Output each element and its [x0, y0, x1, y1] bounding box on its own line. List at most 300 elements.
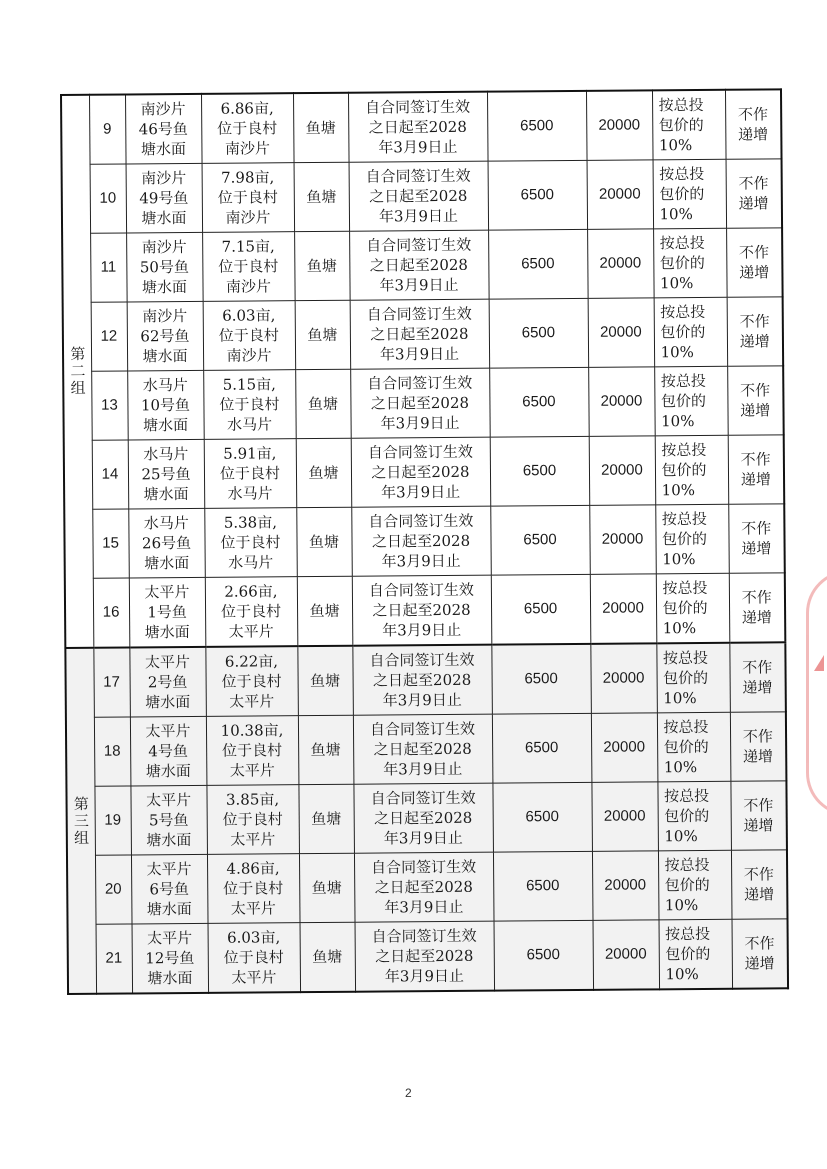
pond-name	[127, 301, 204, 371]
annual-rent: 6500	[488, 229, 588, 299]
lease-term	[349, 230, 489, 300]
rent-increase-line: 不作	[743, 865, 774, 884]
management-fee-line: 10%	[663, 758, 698, 777]
pond-area-location	[205, 577, 298, 647]
management-fee-line: 包价的	[664, 806, 710, 826]
rent-increase-line: 递增	[740, 401, 771, 420]
pond-area-location-line: 5.38亩,	[223, 513, 278, 532]
rent-increase-line: 递增	[738, 194, 769, 213]
management-fee	[653, 228, 727, 298]
rent-increase	[730, 781, 787, 850]
pond-area-location-line: 5.91亩,	[223, 444, 277, 463]
pond-area-location-line: 7.98亩,	[220, 168, 275, 187]
pond-name	[129, 647, 206, 717]
lease-term-line: 自合同签订生效	[366, 235, 472, 255]
rent-increase-line: 递增	[744, 954, 775, 973]
pond-name	[128, 508, 205, 578]
pond-area-location-line: 6.03亩,	[222, 306, 276, 325]
lease-term	[351, 506, 491, 576]
lease-term-line: 年3月9日止	[381, 551, 461, 571]
lease-term-line: 年3月9日止	[379, 275, 459, 295]
rent-increase	[725, 89, 782, 159]
management-fee-line: 包价的	[660, 391, 707, 411]
red-seal-stamp	[806, 570, 827, 816]
pond-name	[132, 923, 209, 993]
deposit: 20000	[589, 505, 656, 575]
rent-increase	[726, 228, 783, 297]
management-fee-line: 按总投	[659, 164, 705, 184]
lease-term	[355, 921, 495, 992]
pond-name-line: 4号鱼	[148, 742, 189, 761]
pond-area-location-line: 位于良村	[218, 326, 279, 345]
pond-area-location-line: 南沙片	[225, 277, 272, 296]
land-use: 鱼塘	[300, 922, 356, 992]
rent-increase-line: 递增	[738, 125, 769, 144]
rent-increase-line: 递增	[739, 263, 770, 282]
pond-name-line: 6号鱼	[149, 880, 190, 899]
land-use: 鱼塘	[296, 438, 352, 507]
seal-star-icon	[814, 655, 824, 671]
group-label-char: 第	[68, 345, 87, 363]
pond-area-location-line: 南沙片	[226, 346, 272, 365]
deposit: 20000	[589, 436, 656, 506]
lease-term-line: 之日起至2028	[369, 186, 468, 206]
pond-area-location-line: 7.15亩,	[221, 237, 275, 256]
management-fee-line: 包价的	[664, 875, 710, 895]
pond-name-line: 塘水面	[141, 278, 188, 297]
pond-area-location	[203, 301, 296, 371]
lease-table	[60, 88, 789, 995]
pond-name-line: 水马片	[143, 445, 189, 464]
lease-term-line: 自合同签订生效	[366, 304, 472, 324]
row-number: 21	[96, 924, 133, 994]
rent-increase	[728, 435, 785, 504]
management-fee-line: 10%	[659, 274, 694, 293]
management-fee-line: 10%	[661, 412, 695, 431]
table-row	[62, 159, 783, 234]
annual-rent: 6500	[492, 713, 592, 783]
pond-area-location-line: 水马片	[228, 553, 274, 572]
lease-term	[353, 783, 493, 853]
annual-rent: 6500	[487, 91, 587, 161]
lease-term-line: 之日起至2028	[372, 670, 472, 690]
group-label-char: 二	[68, 362, 87, 380]
pond-name-line: 塘水面	[146, 899, 192, 919]
deposit: 20000	[587, 229, 654, 299]
deposit: 20000	[590, 643, 657, 713]
rent-increase-line: 不作	[741, 519, 772, 538]
rent-increase	[729, 573, 786, 643]
pond-name-line: 太平片	[145, 790, 192, 810]
lease-term	[352, 645, 492, 716]
management-fee-line: 包价的	[663, 737, 709, 757]
lease-term	[353, 714, 493, 784]
rent-increase-line: 不作	[741, 588, 772, 607]
pond-name-line: 1号鱼	[147, 603, 187, 622]
lease-term-line: 自合同签订生效	[365, 97, 471, 117]
annual-rent: 6500	[491, 644, 591, 714]
management-fee-line: 包价的	[659, 253, 705, 273]
lease-term-line: 年3月9日止	[378, 137, 458, 157]
pond-name-line: 太平片	[144, 652, 191, 672]
lease-term-line: 之日起至2028	[370, 393, 470, 413]
deposit: 20000	[586, 90, 653, 160]
row-number: 16	[93, 578, 130, 648]
management-fee-line: 按总投	[662, 578, 708, 598]
lease-term-line: 之日起至2028	[375, 946, 474, 966]
annual-rent: 6500	[493, 851, 593, 921]
pond-name-line: 南沙片	[141, 238, 187, 257]
management-fee-line: 包价的	[665, 944, 711, 964]
pond-area-location-line: 位于良村	[217, 188, 278, 207]
lease-term	[349, 161, 489, 231]
table-row	[64, 435, 785, 510]
management-fee	[654, 297, 728, 367]
annual-rent: 6500	[494, 920, 594, 990]
rent-increase	[732, 919, 789, 989]
pond-area-location	[201, 93, 294, 163]
management-fee-line: 按总投	[658, 95, 704, 115]
pond-area-location	[204, 508, 297, 578]
pond-area-location-line: 位于良村	[222, 810, 283, 829]
row-number: 20	[95, 855, 132, 924]
row-number: 9	[89, 94, 126, 164]
rent-increase	[726, 159, 783, 228]
management-fee-line: 包价的	[661, 460, 707, 480]
pond-name-line: 25号鱼	[141, 464, 191, 484]
row-number: 11	[90, 233, 127, 302]
pond-name	[125, 94, 202, 164]
lease-term-line: 年3月9日止	[379, 344, 460, 364]
rent-increase	[727, 366, 784, 435]
land-use: 鱼塘	[294, 162, 350, 231]
management-fee	[654, 366, 728, 436]
land-use: 鱼塘	[294, 231, 350, 300]
lease-term-line: 之日起至2028	[368, 117, 467, 137]
pond-name-line: 塘水面	[140, 140, 187, 159]
pond-area-location-line: 太平片	[230, 830, 276, 849]
row-number: 17	[93, 647, 130, 717]
management-fee-line: 按总投	[663, 786, 710, 806]
pond-area-location-line: 位于良村	[223, 948, 284, 967]
management-fee-line: 10%	[661, 481, 696, 500]
pond-area-location-line: 10.38亩,	[220, 721, 284, 740]
lease-term	[350, 299, 490, 369]
row-number: 10	[90, 164, 127, 233]
pond-name-line: 5号鱼	[148, 811, 189, 830]
pond-area-location-line: 2.66亩,	[224, 582, 278, 601]
group-label	[61, 95, 93, 648]
annual-rent: 6500	[491, 574, 591, 644]
management-fee-line: 包价的	[663, 668, 709, 688]
rent-increase-line: 递增	[743, 816, 774, 835]
pond-name	[131, 854, 208, 924]
table-row	[68, 919, 789, 994]
management-fee-line: 包价的	[659, 184, 705, 204]
row-number: 12	[91, 302, 128, 371]
lease-term-line: 之日起至2028	[373, 739, 472, 759]
rent-increase-line: 递增	[743, 885, 775, 904]
management-fee	[657, 781, 731, 851]
land-use: 鱼塘	[295, 369, 351, 438]
deposit: 20000	[591, 713, 658, 783]
row-number: 13	[91, 371, 128, 440]
pond-area-location	[205, 646, 298, 716]
table-row	[64, 504, 785, 579]
lease-term-line: 之日起至2028	[370, 324, 469, 344]
annual-rent: 6500	[490, 505, 590, 575]
pond-area-location-line: 位于良村	[223, 879, 284, 898]
pond-name-line: 塘水面	[141, 209, 187, 228]
group-label-char: 三	[71, 812, 91, 830]
management-fee-line: 按总投	[660, 302, 706, 322]
rent-increase-line: 不作	[743, 796, 774, 815]
rent-increase-line: 不作	[740, 381, 771, 400]
pond-area-location-line: 位于良村	[218, 257, 279, 276]
pond-area-location	[202, 232, 295, 302]
row-number: 18	[94, 717, 131, 786]
pond-name-line: 塘水面	[145, 692, 191, 712]
pond-area-location	[203, 370, 296, 440]
management-fee	[653, 159, 727, 229]
pond-area-location-line: 太平片	[229, 692, 275, 711]
pond-area-location-line: 太平片	[228, 622, 274, 641]
lease-term-line: 自合同签订生效	[369, 719, 476, 739]
lease-term	[350, 368, 490, 438]
pond-name-line: 塘水面	[145, 761, 191, 781]
management-fee-line: 10%	[662, 550, 696, 569]
pond-area-location-line: 4.86亩,	[226, 859, 280, 878]
management-fee	[658, 850, 732, 920]
deposit: 20000	[590, 574, 657, 644]
pond-name-line: 49号鱼	[139, 188, 189, 208]
management-fee	[652, 90, 726, 160]
lease-term-line: 自合同签订生效	[365, 166, 471, 186]
table-row	[61, 89, 782, 164]
pond-name	[129, 577, 206, 647]
lease-term-line: 之日起至2028	[374, 877, 473, 897]
lease-term-line: 之日起至2028	[371, 462, 470, 482]
pond-name	[130, 716, 207, 786]
lease-term-line: 年3月9日止	[384, 897, 464, 917]
rent-increase-line: 递增	[741, 608, 772, 627]
table-row	[65, 642, 786, 717]
management-fee-line: 按总投	[664, 855, 710, 875]
pond-area-location	[206, 716, 299, 786]
management-fee-line: 包价的	[658, 115, 704, 135]
table-row	[63, 297, 784, 372]
row-number: 19	[94, 786, 131, 855]
pond-area-location-line: 南沙片	[225, 208, 271, 227]
lease-term-line: 年3月9日止	[378, 206, 459, 226]
deposit: 20000	[592, 851, 659, 921]
rent-increase-line: 递增	[740, 470, 771, 489]
management-fee-line: 按总投	[665, 924, 711, 944]
table-row	[66, 781, 787, 856]
pond-name	[126, 232, 203, 302]
land-use: 鱼塘	[298, 715, 354, 784]
pond-name-line: 塘水面	[146, 830, 192, 850]
lease-term-line: 自合同签订生效	[367, 373, 473, 393]
pond-name-line: 南沙片	[140, 100, 186, 119]
lease-term	[351, 437, 491, 507]
management-fee-line: 按总投	[663, 717, 709, 737]
pond-area-location-line: 位于良村	[220, 533, 281, 552]
pond-area-location-line: 位于良村	[217, 119, 278, 138]
land-use: 鱼塘	[298, 784, 354, 853]
deposit: 20000	[588, 367, 655, 437]
deposit: 20000	[588, 298, 655, 368]
management-fee-line: 包价的	[660, 322, 706, 342]
land-use: 鱼塘	[296, 507, 352, 576]
management-fee-line: 包价的	[661, 529, 708, 549]
rent-increase	[729, 642, 786, 712]
lease-term-line: 自合同签订生效	[367, 442, 473, 462]
lease-term-line: 之日起至2028	[369, 255, 469, 275]
rent-increase-line: 递增	[742, 747, 774, 766]
row-number: 15	[92, 509, 129, 578]
management-fee-line: 按总投	[662, 648, 709, 668]
pond-area-location-line: 6.22亩,	[224, 652, 279, 671]
lease-term-line: 之日起至2028	[374, 808, 473, 828]
annual-rent: 6500	[489, 298, 589, 368]
lease-term-line: 年3月9日止	[381, 482, 461, 502]
management-fee-line: 按总投	[660, 371, 706, 391]
land-use: 鱼塘	[297, 646, 353, 716]
rent-increase-line: 递增	[742, 678, 773, 697]
lease-term	[354, 852, 494, 922]
pond-area-location-line: 6.03亩,	[226, 928, 281, 947]
pond-name-line: 50号鱼	[139, 257, 189, 277]
management-fee-line: 10%	[662, 619, 697, 638]
lease-term-line: 年3月9日止	[382, 690, 462, 710]
management-fee	[655, 504, 729, 574]
lease-term-line: 之日起至2028	[372, 600, 471, 620]
rent-increase	[731, 850, 788, 919]
pond-name-line: 南沙片	[141, 169, 187, 188]
pond-area-location-line: 位于良村	[222, 741, 283, 760]
pond-name-line: 水马片	[142, 376, 188, 395]
pond-name-line: 太平片	[144, 582, 190, 602]
pond-name-line: 26号鱼	[141, 533, 192, 553]
land-use: 鱼塘	[293, 93, 349, 163]
pond-name-line: 10号鱼	[140, 395, 191, 415]
lease-term-line: 年3月9日止	[383, 828, 463, 848]
lease-term-line: 自合同签订生效	[369, 650, 475, 670]
annual-rent: 6500	[492, 782, 592, 852]
pond-name-line: 太平片	[147, 928, 193, 948]
deposit: 20000	[593, 920, 660, 990]
annual-rent: 6500	[489, 367, 589, 437]
pond-area-location	[204, 439, 297, 509]
pond-area-location	[207, 854, 300, 924]
pond-area-location-line: 3.85亩,	[225, 790, 280, 809]
rent-increase-line: 不作	[744, 934, 775, 953]
pond-name-line: 12号鱼	[145, 948, 195, 968]
lease-term-line: 年3月9日止	[380, 413, 460, 433]
group-label	[65, 648, 96, 994]
table-row	[63, 366, 784, 441]
pond-name	[127, 370, 204, 440]
rent-increase-line: 不作	[738, 174, 769, 193]
pond-area-location-line: 太平片	[229, 761, 275, 780]
pond-name-line: 46号鱼	[138, 119, 188, 139]
rent-increase	[730, 712, 787, 781]
lease-term-line: 自合同签订生效	[368, 580, 474, 600]
pond-area-location	[208, 923, 301, 993]
row-number: 14	[92, 440, 129, 509]
table-row	[66, 712, 787, 787]
rent-increase-line: 递增	[739, 332, 770, 351]
pond-name	[128, 439, 205, 509]
rent-increase-line: 递增	[741, 539, 772, 558]
management-fee-line: 10%	[664, 827, 698, 846]
management-fee	[655, 435, 729, 505]
management-fee-line: 10%	[664, 896, 699, 915]
rent-increase	[727, 297, 784, 366]
pond-area-location-line: 位于良村	[219, 464, 281, 483]
pond-name	[130, 785, 207, 855]
lease-term-line: 之日起至2028	[371, 531, 471, 551]
pond-area-location-line: 水马片	[227, 484, 273, 503]
pond-area-location-line: 5.15亩,	[222, 375, 276, 394]
pond-name-line: 塘水面	[144, 554, 190, 573]
lease-term-line: 自合同签订生效	[368, 511, 474, 531]
rent-increase-line: 不作	[738, 243, 770, 262]
lease-term-line: 自合同签订生效	[371, 926, 477, 946]
land-use: 鱼塘	[297, 576, 353, 646]
deposit: 20000	[591, 782, 658, 852]
pond-area-location-line: 太平片	[230, 899, 276, 918]
pond-area-location-line: 太平片	[231, 968, 277, 987]
management-fee-line: 按总投	[661, 440, 707, 460]
management-fee-line: 10%	[665, 965, 699, 984]
table-row	[62, 228, 783, 303]
land-use: 鱼塘	[299, 853, 355, 922]
pond-area-location	[202, 163, 295, 233]
lease-term-line: 年3月9日止	[382, 620, 462, 640]
management-fee-line: 按总投	[661, 509, 707, 529]
pond-name-line: 塘水面	[143, 416, 189, 435]
pond-area-location	[206, 785, 299, 855]
pond-name-line: 2号鱼	[147, 673, 188, 692]
rent-increase-line: 不作	[740, 450, 771, 469]
annual-rent: 6500	[488, 160, 588, 230]
lease-term	[352, 575, 492, 646]
table-row	[67, 850, 788, 925]
land-use: 鱼塘	[295, 300, 351, 369]
pond-area-location-line: 6.86亩,	[220, 99, 274, 118]
pond-name-line: 塘水面	[147, 968, 193, 988]
pond-area-location-line: 南沙片	[224, 139, 271, 158]
rent-increase-line: 不作	[737, 105, 769, 124]
pond-area-location-line: 位于良村	[219, 395, 280, 414]
rent-increase-line: 不作	[742, 727, 773, 746]
pond-name-line: 塘水面	[143, 485, 189, 504]
pond-area-location-line: 水马片	[227, 415, 273, 434]
management-fee-line: 按总投	[659, 233, 705, 253]
annual-rent: 6500	[490, 436, 590, 506]
rent-increase-line: 不作	[742, 658, 773, 677]
lease-term-line: 年3月9日止	[383, 759, 463, 779]
management-fee-line: 10%	[660, 343, 694, 362]
management-fee	[656, 643, 730, 713]
table-body	[61, 89, 788, 994]
deposit: 20000	[587, 160, 654, 230]
group-label-char: 第	[71, 795, 90, 813]
page-number: 2	[405, 1086, 412, 1100]
pond-area-location-line: 位于良村	[220, 602, 282, 621]
